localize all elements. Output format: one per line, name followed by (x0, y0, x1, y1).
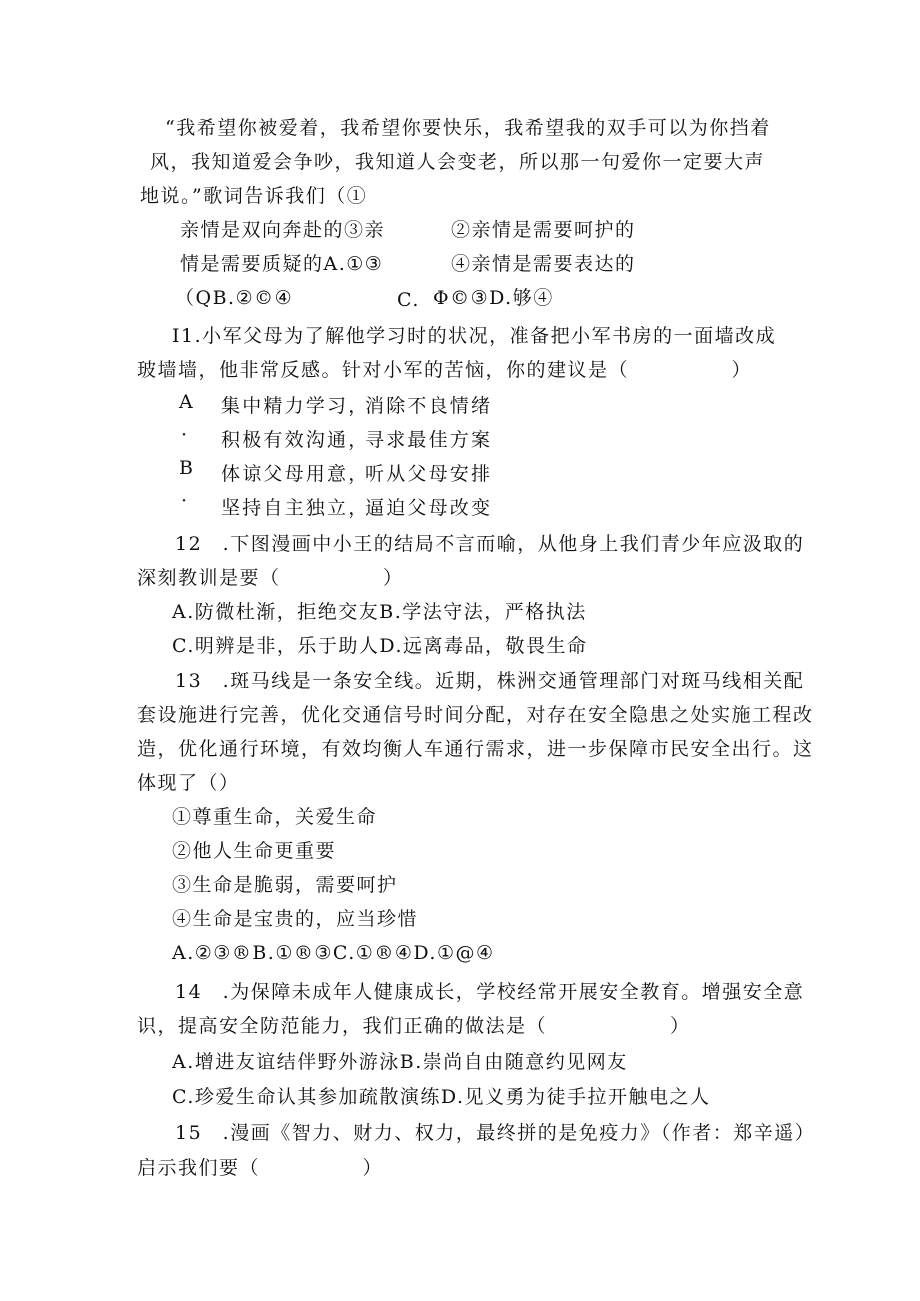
question-11-option-a-part-1: 集中精力学习， (221, 395, 370, 417)
question-15-stem-line-2: 启示我们要（ ） (137, 1157, 384, 1179)
question-13-stem-line-1: 13 .斑马线是一条安全线。近期，株洲交通管理部门对斑马线相关配 (175, 670, 805, 692)
question-13-statement-3: ③生命是脆弱，需要呵护 (172, 874, 398, 896)
question-13-stem-line-2: 套设施进行完善，优化交通信号时间分配，对存在安全隐患之处实施工程改 (137, 704, 814, 726)
question-13-statement-4: ④生命是宝贵的，应当珍惜 (172, 908, 419, 930)
question-14-stem-line-1: 14 .为保障未成年人健康成长，学校经常开展安全教育。增强安全意 (175, 981, 805, 1003)
question-11-option-b-part-1: 积极有效沟通， (221, 429, 370, 451)
question-13-statement-2: ②他人生命更重要 (172, 840, 337, 862)
question-11-stem-line-2: 玻墙墙，他非常反感。针对小军的苦恼，你的建议是（ ） (137, 359, 753, 381)
question-10-statement-4: ④亲情是需要表达的 (451, 253, 636, 275)
question-10-option-c-label: C. (397, 289, 420, 311)
question-13-stem-line-4: 体现了（） (137, 772, 240, 794)
question-11-option-a-dot: · (181, 424, 189, 446)
question-10-stem-line-1: “我希望你被爱着，我希望你要快乐，我希望我的双手可以为你挡着 (165, 117, 771, 139)
question-12-stem-line-1: 12 .下图漫画中小王的结局不言而喻，从他身上我们青少年应汲取的 (175, 533, 805, 555)
question-11-option-d-part-2: 逼迫父母改变 (365, 497, 493, 519)
question-11-option-a-part-2: 消除不良情绪 (365, 395, 493, 417)
question-10-statement-3-option-a: 情是需要质疑的A.①③ (180, 253, 384, 275)
question-10-option-c-d: Φ©③D.够④ (433, 287, 554, 309)
question-11-option-b-dot: · (181, 490, 189, 512)
question-11-option-c-part-1: 体谅父母用意， (221, 463, 370, 485)
question-11-option-a-letter: A (179, 391, 195, 413)
question-10-statement-1-3: 亲情是双向奔赴的③亲 (180, 219, 386, 241)
question-13-stem-line-3: 造，优化通行环境，有效均衡人车通行需求，进一步保障市民安全出行。这 (137, 738, 814, 760)
question-11-option-d-part-1: 坚持自主独立， (221, 497, 370, 519)
question-11-option-c-part-2: 听从父母安排 (365, 463, 493, 485)
question-10-stem-line-3: 地说。”歌词告诉我们（① (140, 185, 368, 207)
question-11-option-b-letter: B (179, 457, 195, 479)
question-14-options-c-d: C.珍爱生命认其参加疏散演练D.见义勇为徒手拉开触电之人 (172, 1086, 711, 1108)
question-14-options-a-b: A.增进友谊结伴野外游泳B.崇尚自由随意约见网友 (172, 1051, 628, 1073)
question-11-option-b-part-2: 寻求最佳方案 (365, 429, 493, 451)
question-13-options: A.②③®B.①®③C.①®④D.①@④ (172, 942, 495, 964)
question-12-stem-line-2: 深刻教训是要（ ） (137, 567, 404, 589)
question-12-options-a-b: A.防微杜渐，拒绝交友B.学法守法，严格执法 (172, 601, 587, 623)
question-10-stem-line-2: 风，我知道爱会争吵，我知道人会变老，所以那一句爱你一定要大声 (150, 151, 766, 173)
question-12-options-c-d: C.明辨是非，乐于助人D.远离毒品，敬畏生命 (172, 635, 588, 657)
question-10-option-b: （QB.②©④ (175, 287, 294, 309)
question-11-stem-line-1: I1.小军父母为了解他学习时的状况，准备把小军书房的一面墙改成 (172, 325, 777, 347)
question-14-stem-line-2: 识，提高安全防范能力，我们正确的做法是（ ） (137, 1015, 691, 1037)
question-10-statement-2: ②亲情是需要呵护的 (451, 219, 636, 241)
question-13-statement-1: ①尊重生命，关爱生命 (172, 806, 378, 828)
question-15-stem-line-1: 15 .漫画《智力、财力、权力，最终拼的是免疫力》（作者：郑辛遥） (175, 1122, 816, 1144)
